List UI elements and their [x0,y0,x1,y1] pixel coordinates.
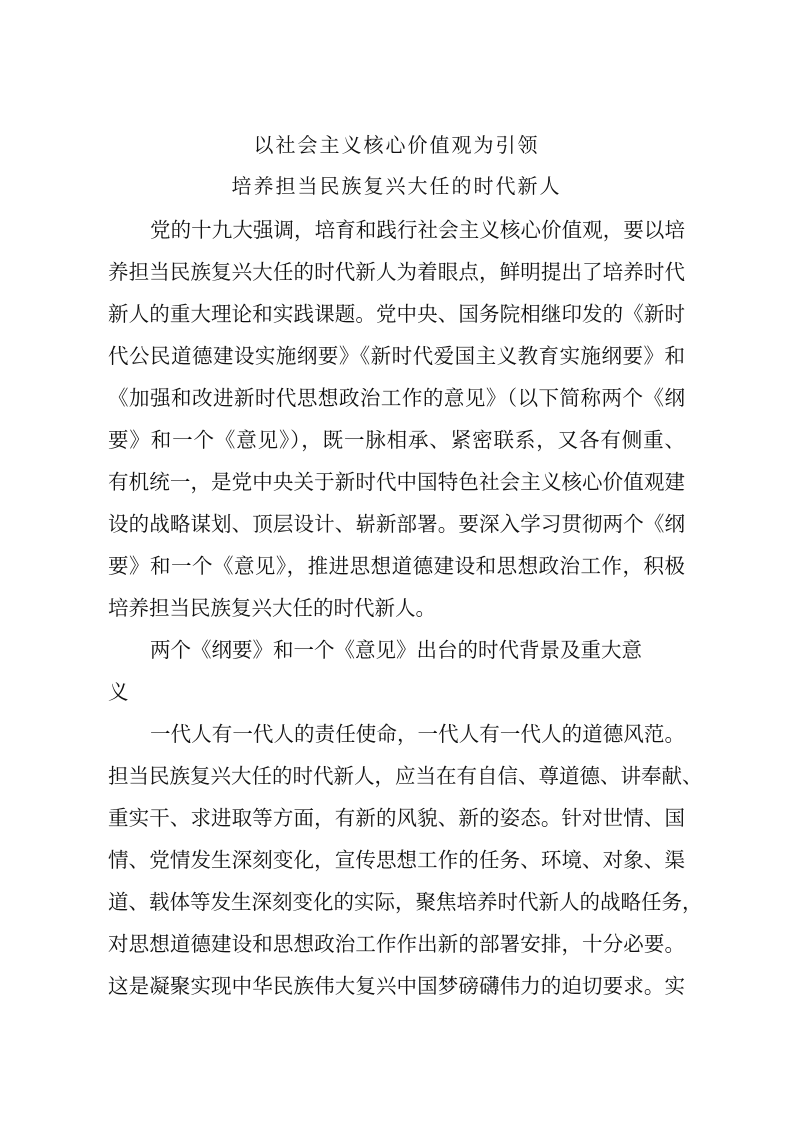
paragraph-1-line: 《加强和改进新时代思想政治工作的意见》（以下简称两个《纲 [108,386,685,410]
paragraph-1-line: 代公民道德建设实施纲要》《新时代爱国主义教育实施纲要》和 [108,344,685,368]
paragraph-1-line: 要》和一个《意见》），既一脉相承、紧密联系，又各有侧重、 [108,428,685,452]
section-heading-line: 义 [108,680,129,704]
document-title-line-2: 培养担当民族复兴大任的时代新人 [231,174,562,198]
paragraph-2-line: 道、载体等发生深刻变化的实际，聚焦培养时代新人的战略任务， [108,890,703,914]
paragraph-1-line: 设的战略谋划、顶层设计、崭新部署。要深入学习贯彻两个《纲 [108,512,685,536]
paragraph-1-line: 新人的重大理论和实践课题。党中央、国务院相继印发的《新时 [108,302,685,326]
paragraph-2-line: 情、党情发生深刻变化，宣传思想工作的任务、环境、对象、渠 [108,848,685,872]
paragraph-1-line: 培养担当民族复兴大任的时代新人。 [108,596,436,620]
paragraph-1-line: 有机统一，是党中央关于新时代中国特色社会主义核心价值观建 [108,470,685,494]
paragraph-2-line: 对思想道德建设和思想政治工作作出新的部署安排，十分必要。 [108,932,685,956]
paragraph-1-line: 党的十九大强调，培育和践行社会主义核心价值观，要以培 [150,218,685,242]
paragraph-2-line: 担当民族复兴大任的时代新人，应当在有自信、尊道德、讲奉献、 [108,764,703,788]
paragraph-2-line: 重实干、求进取等方面，有新的风貌、新的姿态。针对世情、国 [108,806,685,830]
paragraph-2-line: 这是凝聚实现中华民族伟大复兴中国梦磅礴伟力的迫切要求。实 [108,974,685,998]
paragraph-2-line: 一代人有一代人的责任使命，一代人有一代人的道德风范。 [150,722,685,746]
section-heading-line: 两个《纲要》和一个《意见》出台的时代背景及重大意 [150,638,642,662]
document-title-line-1: 以社会主义核心价值观为引领 [253,133,540,157]
paragraph-1-line: 养担当民族复兴大任的时代新人为着眼点，鲜明提出了培养时代 [108,260,685,284]
paragraph-1-line: 要》和一个《意见》，推进思想道德建设和思想政治工作，积极 [108,554,685,578]
